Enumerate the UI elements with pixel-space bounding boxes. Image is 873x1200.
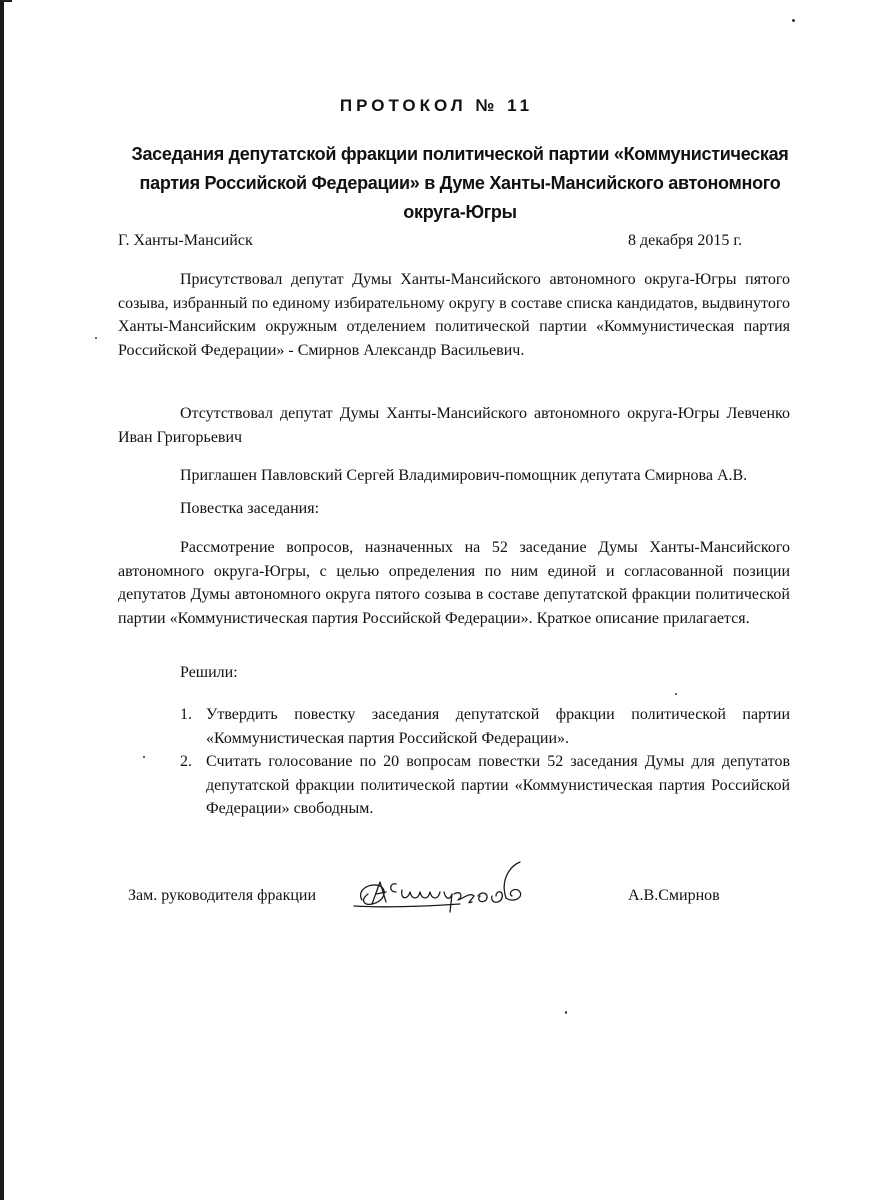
paragraph-agenda: Рассмотрение вопросов, назначенных на 52 заседание Думы Ханты-Мансийского автономного округа-Югры, с целью определения по ним единой и согласованной позиции депутатов Думы автономного округа пятого созыва в составе депутатской фракции политической партии «Коммунистическая партия Российской Федерации». Краткое описание прилагается. xyxy=(118,539,790,627)
handwritten-signature-icon xyxy=(350,860,560,920)
document-subtitle: Заседания депутатской фракции политической партии «Коммунистическая партия Российской Федерации» в Думе Ханты-Мансийского автономного округа-Югры xyxy=(131,144,789,222)
decision-item xyxy=(180,750,790,821)
scan-border-left xyxy=(0,0,4,1200)
paragraph-absent: Отсутствовал депутат Думы Ханты-Мансийского автономного округа-Югры Левченко Иван Григорьевич xyxy=(118,405,790,446)
document-date: 8 декабря 2015 г. xyxy=(628,232,743,249)
scan-speck xyxy=(675,693,677,695)
decided-heading: Решили: xyxy=(180,664,238,681)
decision-text: Считать голосование по 20 вопросам повестки 52 заседания Думы для депутатов депутатской фракции политической партии «Коммунистическая партия Российской Федерации» свободным. xyxy=(206,753,790,817)
scan-speck xyxy=(792,19,795,22)
scan-speck xyxy=(143,756,145,758)
scan-border-top xyxy=(0,0,12,2)
decision-number: 2. xyxy=(180,753,192,770)
scan-speck xyxy=(565,1011,567,1014)
signatory-role: Зам. руководителя фракции xyxy=(128,887,317,904)
paragraph-present: Присутствовал депутат Думы Ханты-Мансийского автономного округа-Югры пятого созыва, избранный по единому избирательному округу в составе списка кандидатов, выдвинутого Ханты-Мансийским окружным отделением политической партии «Коммунистическая партия Российской Федерации» - Смирнов Александр Васильевич. xyxy=(118,271,790,359)
document-city: Г. Ханты-Мансийск xyxy=(118,232,253,249)
decisions-list xyxy=(180,703,790,821)
signatory-name: А.В.Смирнов xyxy=(628,887,720,904)
paragraph-invited: Приглашен Павловский Сергей Владимирович-помощник депутата Смирнова А.В. xyxy=(180,467,748,484)
decision-text: Утвердить повестку заседания депутатской фракции политической партии «Коммунистическая партия Российской Федерации». xyxy=(206,706,790,747)
agenda-heading: Повестка заседания: xyxy=(180,500,320,517)
decision-item xyxy=(180,703,790,750)
document-title: ПРОТОКОЛ № 11 xyxy=(339,96,534,115)
scan-speck xyxy=(95,337,97,339)
decision-number: 1. xyxy=(180,706,192,723)
